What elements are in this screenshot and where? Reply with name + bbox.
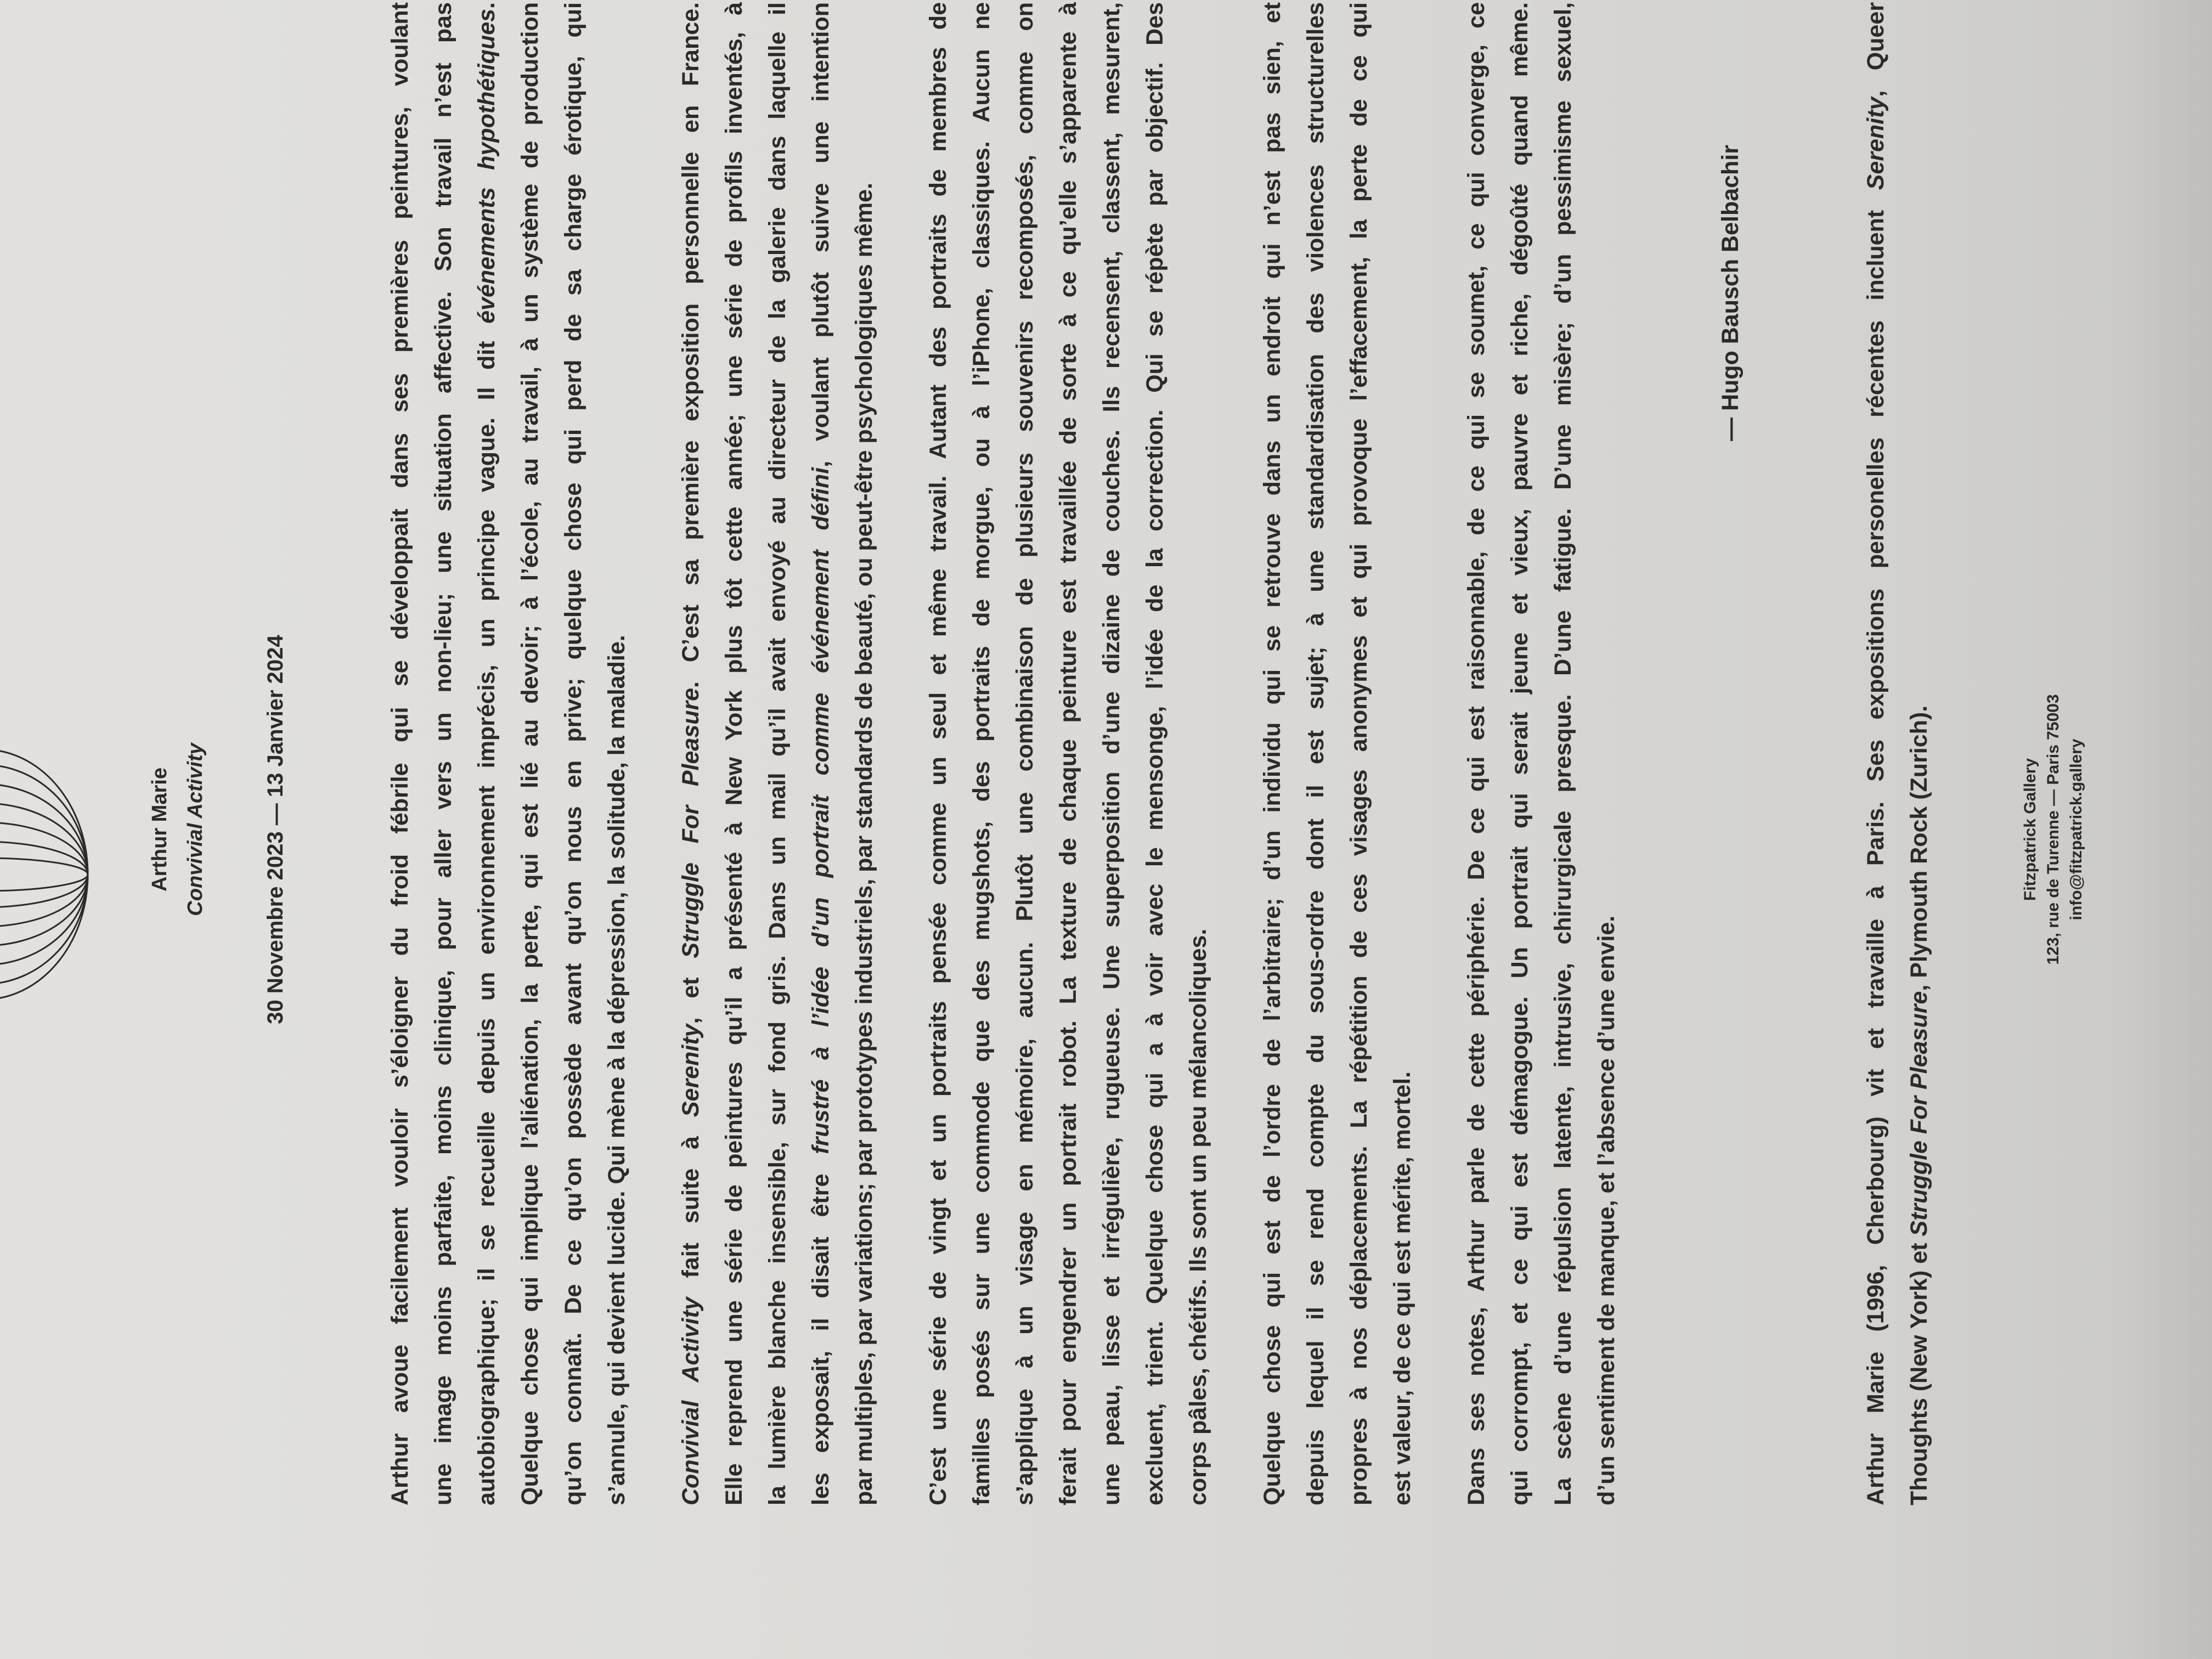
bio-line: Arthur Marie (1996, Cherbourg) vit et travaille à Paris. Ses expositions personelles récentes incluent Serenity, Queer <box>1863 2 1889 1505</box>
gallery-address: 123, rue de Turenne — Paris 75003 <box>2044 694 2062 965</box>
essay-line: C’est une série de vingt et un portraits pensée comme un seul et même travail. Autant des portraits de membres de <box>925 2 951 1505</box>
logo-arc <box>0 842 88 907</box>
essay-line: est valeur, de ce qui est mérite, mortel. <box>1389 1071 1415 1505</box>
logo-arc <box>0 784 88 965</box>
essay-line: Quelque chose qui implique l’aliénation, la perte, qui est lié au devoir; à l’école, au travail, à un système de production <box>517 2 543 1505</box>
essay-line: excluent, trient. Quelque chose qui a à voir avec le mensonge, l’idée de la correction. Qui se répète par objectif. Des <box>1142 2 1168 1505</box>
essay-paragraph <box>379 2 639 1505</box>
essay-line: les exposait, il disait être frustré à l’idée d’un portrait comme événement défini, voulant plutôt suivre une intention <box>808 2 834 1505</box>
gallery-name: Fitzpatrick Gallery <box>2021 758 2039 901</box>
essay-line: par multiples, par variations; par prototypes industriels, par standards de beauté, ou peut-être psychologiques même. <box>851 183 877 1505</box>
essay-paragraph <box>917 2 1220 1505</box>
essay-line: corps pâles, chétifs. Ils sont un peu mélancoliques. <box>1185 928 1211 1505</box>
logo-arc <box>0 765 88 984</box>
essay-line: ferait pour engendrer un portrait robot. La texture de chaque peinture est travaillée de sorte à ce qu’elle s’apparente à <box>1055 2 1081 1505</box>
artist-name: Arthur Marie <box>148 768 171 891</box>
essay-line: Elle reprend une série de peintures qu’il a présenté à New York plus tôt cette année; une série de profils inventés, à <box>721 2 747 1505</box>
essay-line: La scène d’une répulsion latente, intrusive, chirurgicale presque. D’une fatigue. D’une misère; d’un pessimisme sexuel, <box>1550 2 1576 1505</box>
essay-line: familles posés sur une commode que des mugshots, des portraits de morgue, ou à l’iPhone, classiques. Aucun ne <box>968 2 995 1505</box>
bio-line: Thoughts (New York) et Struggle For Pleasure, Plymouth Rock (Zurich). <box>1906 705 1932 1505</box>
essay-line: Quelque chose qui est de l’ordre de l’arbitraire; d’un individu qui se retrouve dans un endroit qui n’est pas sien, et <box>1259 2 1285 1505</box>
artist-bio <box>1854 2 1941 1505</box>
essay-line: qu’on connaît. De ce qu’on possède avant qu’on nous en prive; quelque chose qui perd de sa charge érotique, qui <box>560 2 586 1505</box>
gallery-email: info@fitzpatrick.gallery <box>2067 738 2085 921</box>
essay-line: d’un sentiment de manque, et l’absence d’une envie. <box>1593 915 1620 1505</box>
essay-line: qui corrompt, et ce qui est démagogue. Un portrait qui serait jeune et vieux, pauvre et riche, dégoûté quand même. <box>1506 2 1533 1505</box>
logo-arc <box>0 822 88 927</box>
logo-arc <box>0 858 88 891</box>
essay-paragraph <box>669 2 886 1505</box>
essay-line: Convivial Activity fait suite à Serenity, et Struggle For Pleasure. C’est sa première exposition personnelle en France. <box>678 2 704 1505</box>
essay-line: Arthur avoue facilement vouloir s’éloigner du froid fébrile qui se développait dans ses premières peintures, voulant <box>387 2 413 1505</box>
semi-circle-arcs-logo-icon <box>0 748 99 1001</box>
essay-line: une peau, lisse et irrégulière, rugueuse. Une superposition d’une dizaine de couches. Ils recensent, classent, mesurent, <box>1098 2 1125 1505</box>
essay-line: depuis lequel il se rend compte du sous-ordre dont il est sujet; à une standardisation des violences structurelles <box>1302 2 1329 1505</box>
essay-line: s’applique à un visage en mémoire, aucun. Plutôt une combinaison de plusieurs souvenirs recomposés, comme on <box>1012 2 1038 1505</box>
gallery-footer <box>2019 0 2088 1659</box>
essay-paragraph <box>1455 2 1628 1505</box>
essay-body <box>379 2 1659 1505</box>
essay-line: une image moins parfaite, moins clinique, pour aller vers un non-lieu; une situation affective. Son travail n’est pas <box>430 2 456 1505</box>
author-signature: — Hugo Bausch Belbachir <box>1717 145 1743 441</box>
exhibition-title: Convivial Activity <box>184 743 207 916</box>
essay-line: la lumière blanche insensible, sur fond gris. Dans un mail qu’il avait envoyé au directeur de la galerie dans laquelle il <box>764 2 791 1505</box>
essay-line: s’annule, qui devient lucide. Qui mène à la dépression, la solitude, la maladie. <box>603 635 630 1505</box>
essay-line: Dans ses notes, Arthur parle de cette périphérie. De ce qui est raisonnable, de ce qui se soumet, ce qui converge, ce <box>1463 2 1489 1505</box>
exhibition-dates: 30 Novembre 2023 — 13 Janvier 2024 <box>263 635 287 1024</box>
essay-line: autobiographique; il se recueille depuis un environnement imprécis, un principe vague. Il dit événements hypothétiques. <box>473 2 500 1505</box>
essay-paragraph <box>1251 2 1424 1505</box>
essay-line: propres à nos déplacements. La répétition de ces visages anonymes et qui provoque l’effacement, la perte de ce qui <box>1346 2 1372 1505</box>
